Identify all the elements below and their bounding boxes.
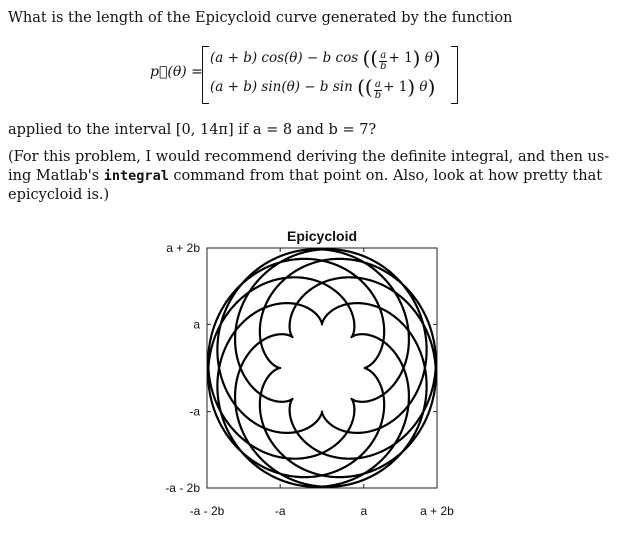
x-tick-label: -a - 2b bbox=[189, 504, 225, 518]
epicycloid-formula bbox=[150, 44, 470, 106]
paren: ) bbox=[412, 46, 421, 70]
recommendation-note bbox=[8, 148, 610, 205]
paren: ) bbox=[407, 75, 416, 99]
question-applied: applied to the interval [0, 14π] if a = 8 and b = 7? bbox=[8, 122, 377, 138]
formula-row-x bbox=[210, 46, 441, 72]
formula-row-y bbox=[210, 75, 436, 101]
matlab-integral-code: integral bbox=[103, 168, 169, 184]
paren: ) bbox=[432, 46, 441, 70]
paren: (( bbox=[362, 46, 379, 70]
x-tick-label: a bbox=[360, 504, 368, 518]
plus-one: + 1 bbox=[383, 79, 408, 95]
row-x-part2: cos(θ) − b cos bbox=[261, 50, 359, 66]
epicycloid-chart bbox=[0, 220, 617, 532]
right-bracket bbox=[451, 46, 458, 104]
row-y-part1: (a + b) bbox=[210, 79, 258, 95]
x-axis bbox=[190, 248, 455, 518]
x-tick-label: -a bbox=[274, 504, 286, 518]
y-tick-label: a + 2b bbox=[166, 241, 200, 255]
y-tick-label: -a - 2b bbox=[165, 481, 200, 495]
formula-lhs-symbol: p⃗(θ) bbox=[150, 64, 187, 80]
chart-title: Epicycloid bbox=[286, 228, 358, 244]
question-intro: What is the length of the Epicycloid curve generated by the function bbox=[8, 10, 513, 26]
left-bracket bbox=[202, 46, 209, 104]
y-tick-label: a bbox=[193, 317, 200, 332]
x-tick-label: a + 2b bbox=[420, 504, 454, 518]
note-line-2: ing Matlab's integral command from that point on. Also, look at how pretty that bbox=[8, 168, 603, 184]
theta: θ bbox=[424, 50, 433, 66]
formula-lhs bbox=[150, 64, 203, 80]
plus-one: + 1 bbox=[388, 50, 413, 66]
epicycloid-curve bbox=[208, 249, 436, 487]
formula-equals: = bbox=[191, 64, 203, 80]
fraction-a-over-b: $\frac{a}{b}$ bbox=[374, 79, 382, 101]
fraction-a-over-b: $\frac{a}{b}$ bbox=[380, 50, 387, 72]
row-x-part1: (a + b) bbox=[210, 50, 258, 66]
y-tick-label: -a bbox=[189, 404, 200, 419]
note-line-3: epicycloid is.) bbox=[8, 187, 110, 203]
note-line-1: (For this problem, I would recommend deriving the definite integral, and then us- bbox=[8, 149, 610, 165]
chart-svg bbox=[0, 220, 617, 532]
row-y-part2: sin(θ) − b sin bbox=[261, 79, 353, 95]
paren: ) bbox=[427, 75, 436, 99]
paren: (( bbox=[357, 75, 373, 99]
theta: θ bbox=[419, 79, 428, 95]
